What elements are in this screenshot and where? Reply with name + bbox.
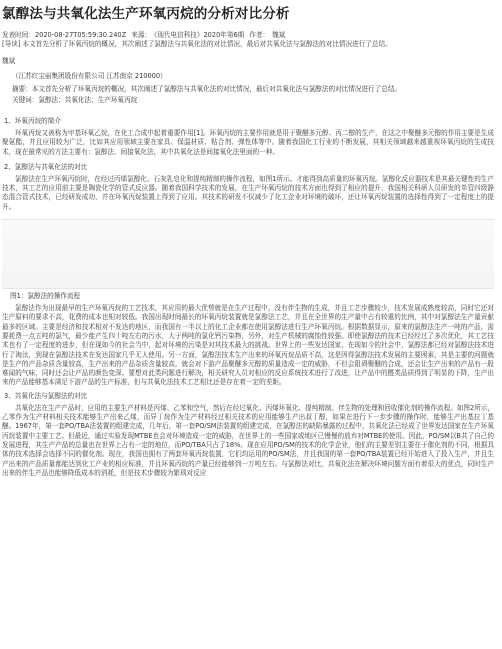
section-heading-1: 1、环氧丙烷的简介 [4,117,61,125]
guide-text: [导读] 本文首先分析了环氧丙烷的概况，其次阐述了氯醇法与共氧化法的对比情况，最后对共氧化法与氯醇法的对比情况进行了总结。 [2,40,392,48]
section-1-paragraph: 环氧丙烷又被称为甲基环氧乙烷，在化工合成中起着重要作用[1]。环氧丙烷的主要作用就是用于聚醚多元醇、丙二醇的生产，在这之中聚醚多元醇的作用主要是生成聚氨酯，并且应用较为广泛，比如其应用领域主要在家具、保温材质、粘合剂、弹性体等中。随着我国化工行业的不断发展，其相关领域越来越重视环氧丙烷的生成技术，现在最常见的方法主要有：氯醇法、间接氧化法，其中共氧化法是间接氧化法里面的一种。 [2,129,494,156]
publish-time: 发表时间：2020-08-27T05:59:30.240Z [2,31,127,39]
author-name[interactable]: 魏斌 [272,31,286,39]
source-name[interactable]: 《现代电信科技》2020年第6期 [154,31,245,39]
section-2-paragraph-2: 氯醇法作为出现最早的生产环氧丙烷的工艺技术，其应用的最大优势就是在生产过程中，没有伴生物的生成，并且工艺步骤较少，技术发展成熟度较高，同时它还对生产原料的要求不高，花费的成本也相对较低。我国出现时间最长的环氧丙烷装置就是氯醇法工艺，并且在全世界的生产量中占有较重的比例，其中对氯醇法生产量贡献最多的区域。主要是经济和技术相对不发达的地区，而我国有一半以上的化工企业都在使用氯醇法进行生产环氧丙烷。根据数据显示，原来的氯醇法生产一吨的产品，需要耗费一点五吨的氯气，最少能产生四十吨左右的污水，大于两吨的氯化钙污染物，另外，对生产机械的腐蚀性较强。即使氯醇法的技术已经经过了多次优化，其工艺技术也有了一定程度的进步，但在现如今的社会当中，起对环境的污染是对其技术最大的挑战。世界上的一些发达国家，在现如今的社会中，氯醇法都已经对氯醇法技术进行了淘汰，到现在氯醇法技术在发达国家几乎无人使用。另一方面，氯醇法技术生产出来的环氧丙烷品质不高，这是因得氯醇法技术发展的主要困素，其是主要的问题就是生产的产品杂质含量较高，生产出来的产品杂质含量较高，就会对下游产品聚醚多元醇的质量造成一定的威胁，不但会阻碍聚醚的合成，还会让生产出来的产品有一股难闻的气味，同时还会让产品的颜色变深。要想对此类问题进行解决，相关研究人员对相应的反应系统技术进行了改进，让产品中的醛类品质得到了明显的下降，生产出来的产品能够基本满足下游产品的生产标准，但与共氧化法技术工艺相比还是存在着一定的差距。 [2,304,494,387]
article-title: 氯醇法与共氧化法生产环氧丙烷的分析对比分析 [2,6,290,22]
section-heading-2: 2、氯醇法与共氧化法的对比 [4,162,88,171]
figure-1-caption: 图1：氯醇法的操作流程 [10,292,81,301]
abstract: 摘要：本文首先分析了环氧丙烷的概况，其次阐述了氯醇法与共氧化法的对比情况，最后对共氧化法与氯醇法的对比情况进行了总结。 [12,85,402,93]
author-line: 魏斌 [2,57,16,65]
article-meta [2,31,494,40]
section-3-paragraph: 共氧化法在生产产品时，应用的主要生产材料是丙烯、乙苯和空气，然后在经过氧化、丙烯环氧化、提纯精制、伴生物的处理和回收催化剂的操作流程。如图2所示，乙苯作为生产材料相关技术能够生产出来乙烯，而异丁烷作为生产材料经过相关技术的应用能够生产出叔丁醇，如果在进行下一步步骤的操作时，能够生产出基拉丁基醚。1967年，第一套PO/TBA法装置的组建完成，几年后，第一套PO/SM法装置的组建完成，在氯醇法的缺陷暴露的过程中，共氧化法已经成了世界发达国家在生产环氧丙烷装置中主要工艺。但最近，通过实验发现MTBE也会对环境造成一定的威胁，在世界上的一些国家或地区已慢慢的放弃对MTBE的使用。因此，PO/SM以B共了自己的发展进程，其生产产品的总量也在世界上占有一定的地位，而PO/TBA只占了18%。现在应用PO/SM的技术的化学企业，他们的主要差别主要在于催化剂的不同，根据具体的技术选择会选择不同的催化剂。现在，我国也拥有了两套环氧丙烷装置，它们均运用的PO/SM法，并且我国的第一套PO/TBA装置已经开始进入了投入生产，并且生产出来的产品质量都能达到化工产业的相应标准，并且环氧丙烷的产量已经能够到一万吨左右。与氯醇法对比，共氧化法在解决环境问题方面有着很大的优点，同时生产出来的伴生产品也能够降低成本的消耗，但是技术步骤较为繁琐对反应 [2,403,494,477]
author-label: 作者： [249,31,270,39]
figure-1-image [2,219,494,289]
section-heading-3: 3、共氧化法与氯醇法的对比 [4,391,88,400]
keywords: 关键词：氯醇法；共氧化法；生产环氧丙烷 [12,96,138,104]
section-2-paragraph: 氯醇法在生产环氧丙烷时，在经过丙烯氯醇化、石灰乳皂化和提纯精制的操作流程，如图1所示。才能得到高质量的环氧丙烷。氯醇化反应器技术是其最关键性的生产技术，其工艺的应用前主要是陶瓷化学的管式反应器。随着我国科学技术的发展，在生产环氧丙烷的技术方面也得到了相应的提升，我国相关科研人员研发的单管四级静态混合管式技术，已经研发成功，并在环氧丙烷装置上得到了应用。其技术的研发不仅减少了化工企业对环境的破坏，还让环氧丙烷装置的选择性得到了一定程度上的提升。 [2,174,494,211]
affiliation: （江苏红宝丽集团股份有限公司 江苏南京 210000） [12,72,167,80]
source-label: 来源： [131,31,152,39]
